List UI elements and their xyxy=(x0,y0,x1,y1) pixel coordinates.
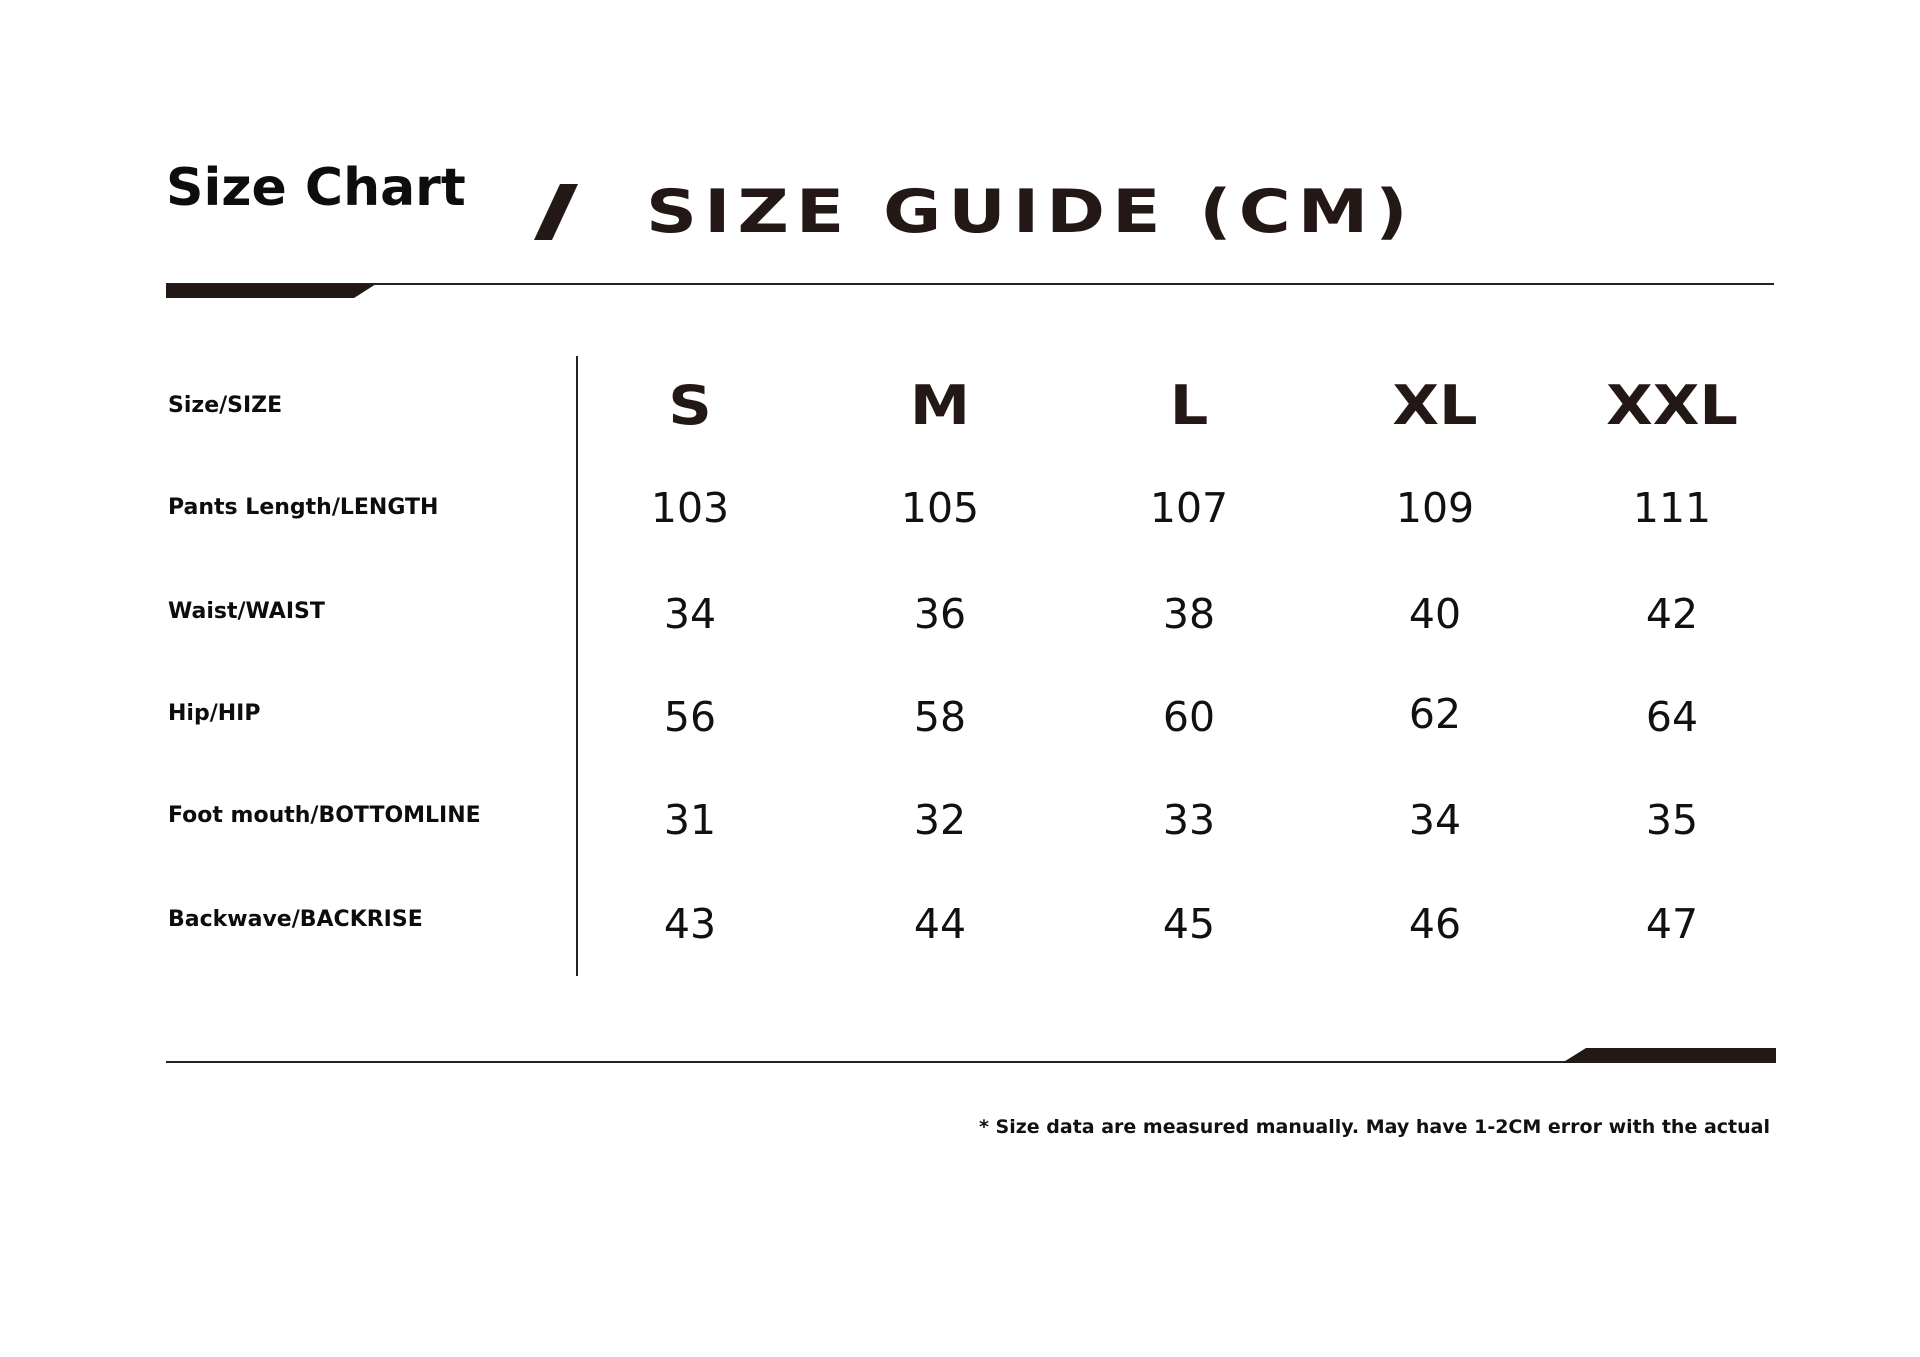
table-cell: 47 xyxy=(1645,900,1699,948)
size-guide-heading: SIZE GUIDE (CM) xyxy=(646,177,1415,247)
table-cell: 35 xyxy=(1645,796,1699,844)
column-divider xyxy=(576,356,578,976)
size-header-l: L xyxy=(1169,374,1209,437)
table-cell: 33 xyxy=(1162,796,1216,844)
slash-separator xyxy=(534,184,578,240)
row-label-size: Size/SIZE xyxy=(168,393,283,418)
table-cell: 64 xyxy=(1645,693,1699,741)
table-cell: 58 xyxy=(913,693,967,741)
table-cell: 103 xyxy=(650,484,730,532)
table-cell: 44 xyxy=(913,900,967,948)
table-cell: 109 xyxy=(1395,484,1475,532)
table-cell: 32 xyxy=(913,796,967,844)
row-label-pants-length: Pants Length/LENGTH xyxy=(168,495,439,520)
table-cell: 105 xyxy=(900,484,980,532)
top-rule-accent xyxy=(166,284,376,298)
size-header-s: S xyxy=(668,374,712,437)
table-cell: 40 xyxy=(1408,590,1462,638)
table-cell: 36 xyxy=(913,590,967,638)
bottom-rule-accent xyxy=(1562,1048,1776,1063)
table-cell: 62 xyxy=(1408,690,1462,738)
table-cell: 43 xyxy=(663,900,717,948)
size-chart-title: Size Chart xyxy=(166,158,466,218)
measurement-footnote: * Size data are measured manually. May have 1-2CM error with the actual xyxy=(978,1116,1770,1138)
row-label-waist: Waist/WAIST xyxy=(168,599,325,624)
table-cell: 45 xyxy=(1162,900,1216,948)
table-cell: 56 xyxy=(663,693,717,741)
table-cell: 46 xyxy=(1408,900,1462,948)
table-cell: 107 xyxy=(1149,484,1229,532)
size-header-xxl: XXL xyxy=(1606,374,1738,437)
table-cell: 34 xyxy=(663,590,717,638)
top-rule xyxy=(166,283,1774,285)
size-header-m: M xyxy=(909,374,971,437)
bottom-rule xyxy=(166,1061,1774,1063)
table-cell: 111 xyxy=(1632,484,1712,532)
table-cell: 31 xyxy=(663,796,717,844)
row-label-hip: Hip/HIP xyxy=(168,701,261,726)
table-cell: 60 xyxy=(1162,693,1216,741)
table-cell: 38 xyxy=(1162,590,1216,638)
table-cell: 42 xyxy=(1645,590,1699,638)
row-label-foot-mouth: Foot mouth/BOTTOMLINE xyxy=(168,803,481,828)
row-label-backwave: Backwave/BACKRISE xyxy=(168,907,423,932)
table-cell: 34 xyxy=(1408,796,1462,844)
size-header-xl: XL xyxy=(1392,374,1478,437)
